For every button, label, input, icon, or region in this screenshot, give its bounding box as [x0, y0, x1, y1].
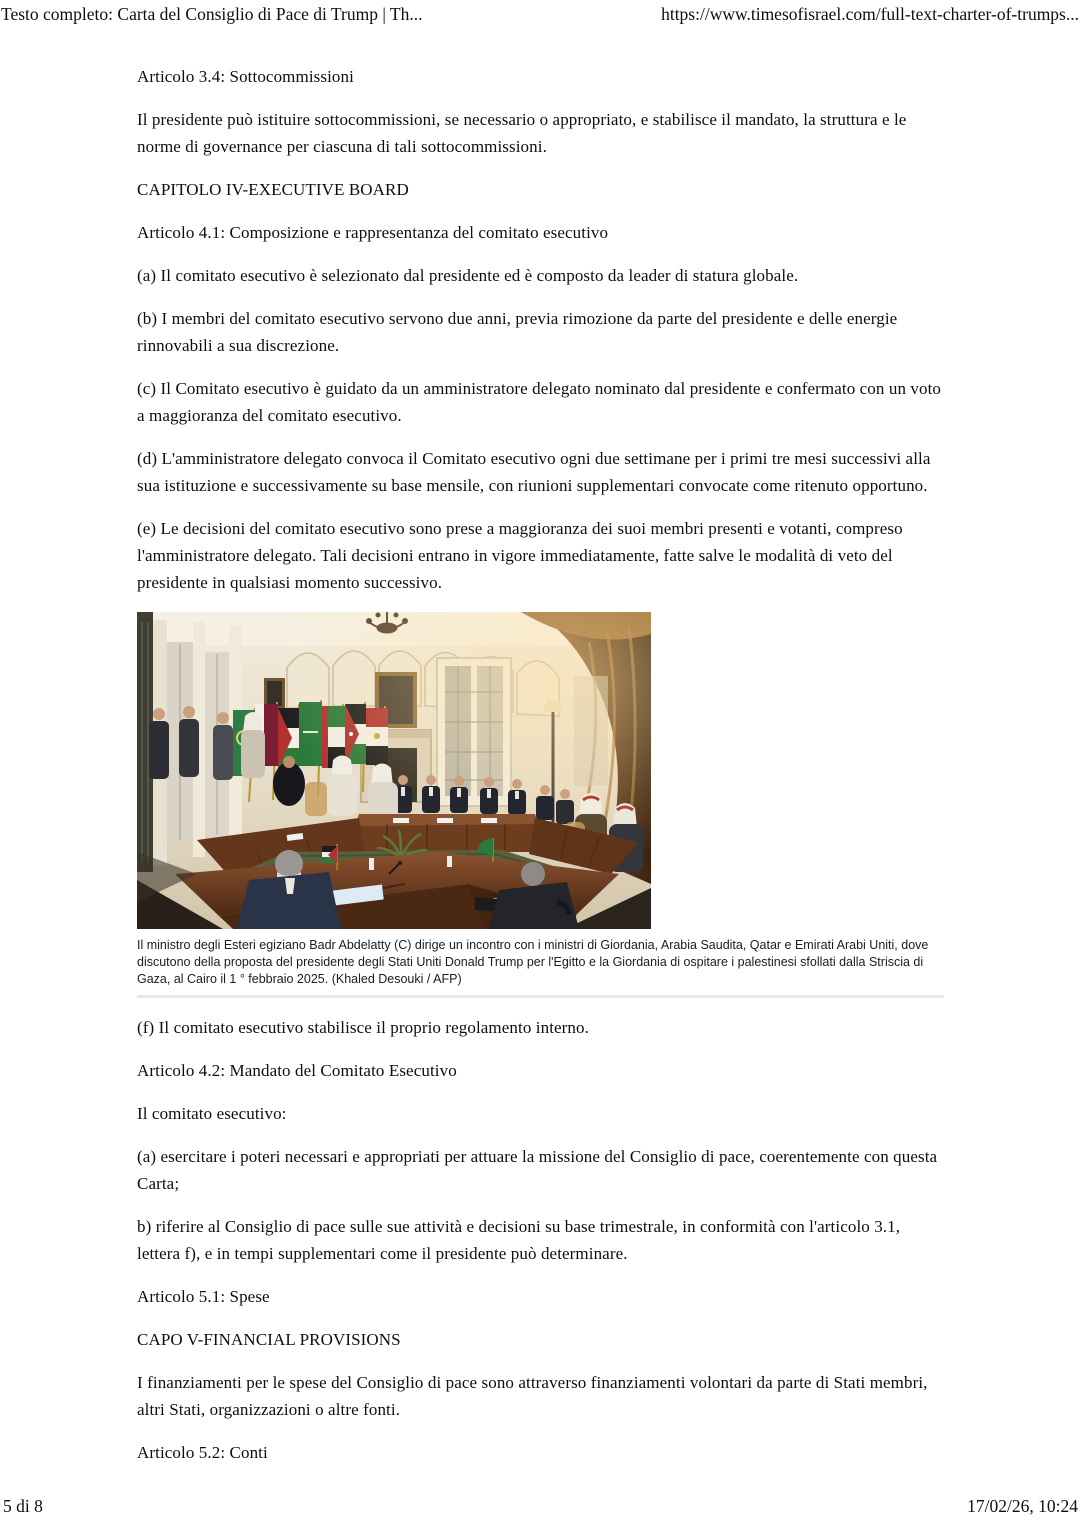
article-paragraph: CAPITOLO IV-EXECUTIVE BOARD: [137, 180, 409, 199]
article-paragraph: Articolo 4.1: Composizione e rappresentanza del comitato esecutivo: [137, 223, 609, 242]
document-title: Testo completo: Carta del Consiglio di Pace di Trump | Th...: [1, 4, 423, 24]
article-paragraph: (f) Il comitato esecutivo stabilisce il proprio regolamento interno.: [137, 1018, 589, 1037]
meeting-photo-illustration: [137, 612, 651, 929]
print-datetime: 17/02/26, 10:24: [967, 1496, 1078, 1516]
article-paragraph: (a) Il comitato esecutivo è selezionato dal presidente ed è composto da leader di statura globale.: [137, 266, 799, 285]
print-header: [0, 2, 1080, 26]
article-paragraph: I finanziamenti per le spese del Consiglio di pace sono attraverso finanziamenti volontari da parte di Stati membri, altri Stati, organizzazioni o altre fonti.: [137, 1373, 928, 1419]
article-paragraph: (a) esercitare i poteri necessari e appropriati per attuare la missione del Consiglio di pace, coerentemente con questa Carta;: [137, 1147, 938, 1193]
article-paragraph: (e) Le decisioni del comitato esecutivo sono prese a maggioranza dei suoi membri presenti e votanti, compreso l'amministratore delegato. Tali decisioni entrano in vigore immediatamente, fatte salve le modalità di veto del presidente in qualsiasi momento successivo.: [137, 519, 903, 592]
article-figure: [137, 612, 944, 998]
article-paragraph: b) riferire al Consiglio di pace sulle sue attività e decisioni su base trimestrale, in conformità con l'articolo 3.1, lettera f), e in tempi supplementari come il presidente può determinare.: [137, 1217, 901, 1263]
photo-caption: Il ministro degli Esteri egiziano Badr Abdelatty (C) dirige un incontro con i ministri di Giordania, Arabia Saudita, Qatar e Emirati Arabi Uniti, dove discutono della proposta del presidente degli Stati Uniti Donald Trump per l'Egitto e la Giordania di ospitare i palestinesi sfollati dalla Striscia di Gaza, al Cairo il 1 ° febbraio 2025. (Khaled Desouki / AFP): [137, 938, 929, 986]
article-paragraph: Articolo 3.4: Sottocommissioni: [137, 67, 354, 86]
article-paragraph: Articolo 5.2: Conti: [137, 1443, 268, 1462]
article-paragraph: (d) L'amministratore delegato convoca il Comitato esecutivo ogni due settimane per i primi tre mesi successivi alla sua istituzione e successivamente su base mensile, con riunioni supplementari convocate come ritenuto opportuno.: [137, 449, 931, 495]
article-paragraph: Articolo 5.1: Spese: [137, 1287, 270, 1306]
print-footer: [0, 1496, 1080, 1517]
article-paragraph: Il comitato esecutivo:: [137, 1104, 287, 1123]
article-paragraph: Il presidente può istituire sottocommissioni, se necessario o appropriato, e stabilisce il mandato, la struttura e le norme di governance per ciascuna di tali sottocommissioni.: [137, 110, 907, 156]
meeting-photo: [137, 612, 651, 929]
caption-divider: [137, 995, 944, 998]
article-paragraph: (b) I membri del comitato esecutivo servono due anni, previa rimozione da parte del presidente e delle energie rinnovabili a sua discrezione.: [137, 309, 898, 355]
article-paragraph: CAPO V-FINANCIAL PROVISIONS: [137, 1330, 401, 1349]
article-paragraph: Articolo 4.2: Mandato del Comitato Esecutivo: [137, 1061, 457, 1080]
document-url: https://www.timesofisrael.com/full-text-charter-of-trumps...: [661, 4, 1079, 24]
article-paragraph: (c) Il Comitato esecutivo è guidato da un amministratore delegato nominato dal presidente e confermato con un voto a maggioranza del comitato esecutivo.: [137, 379, 942, 425]
page-number: 5 di 8: [3, 1496, 43, 1516]
article-body: [137, 63, 944, 1482]
